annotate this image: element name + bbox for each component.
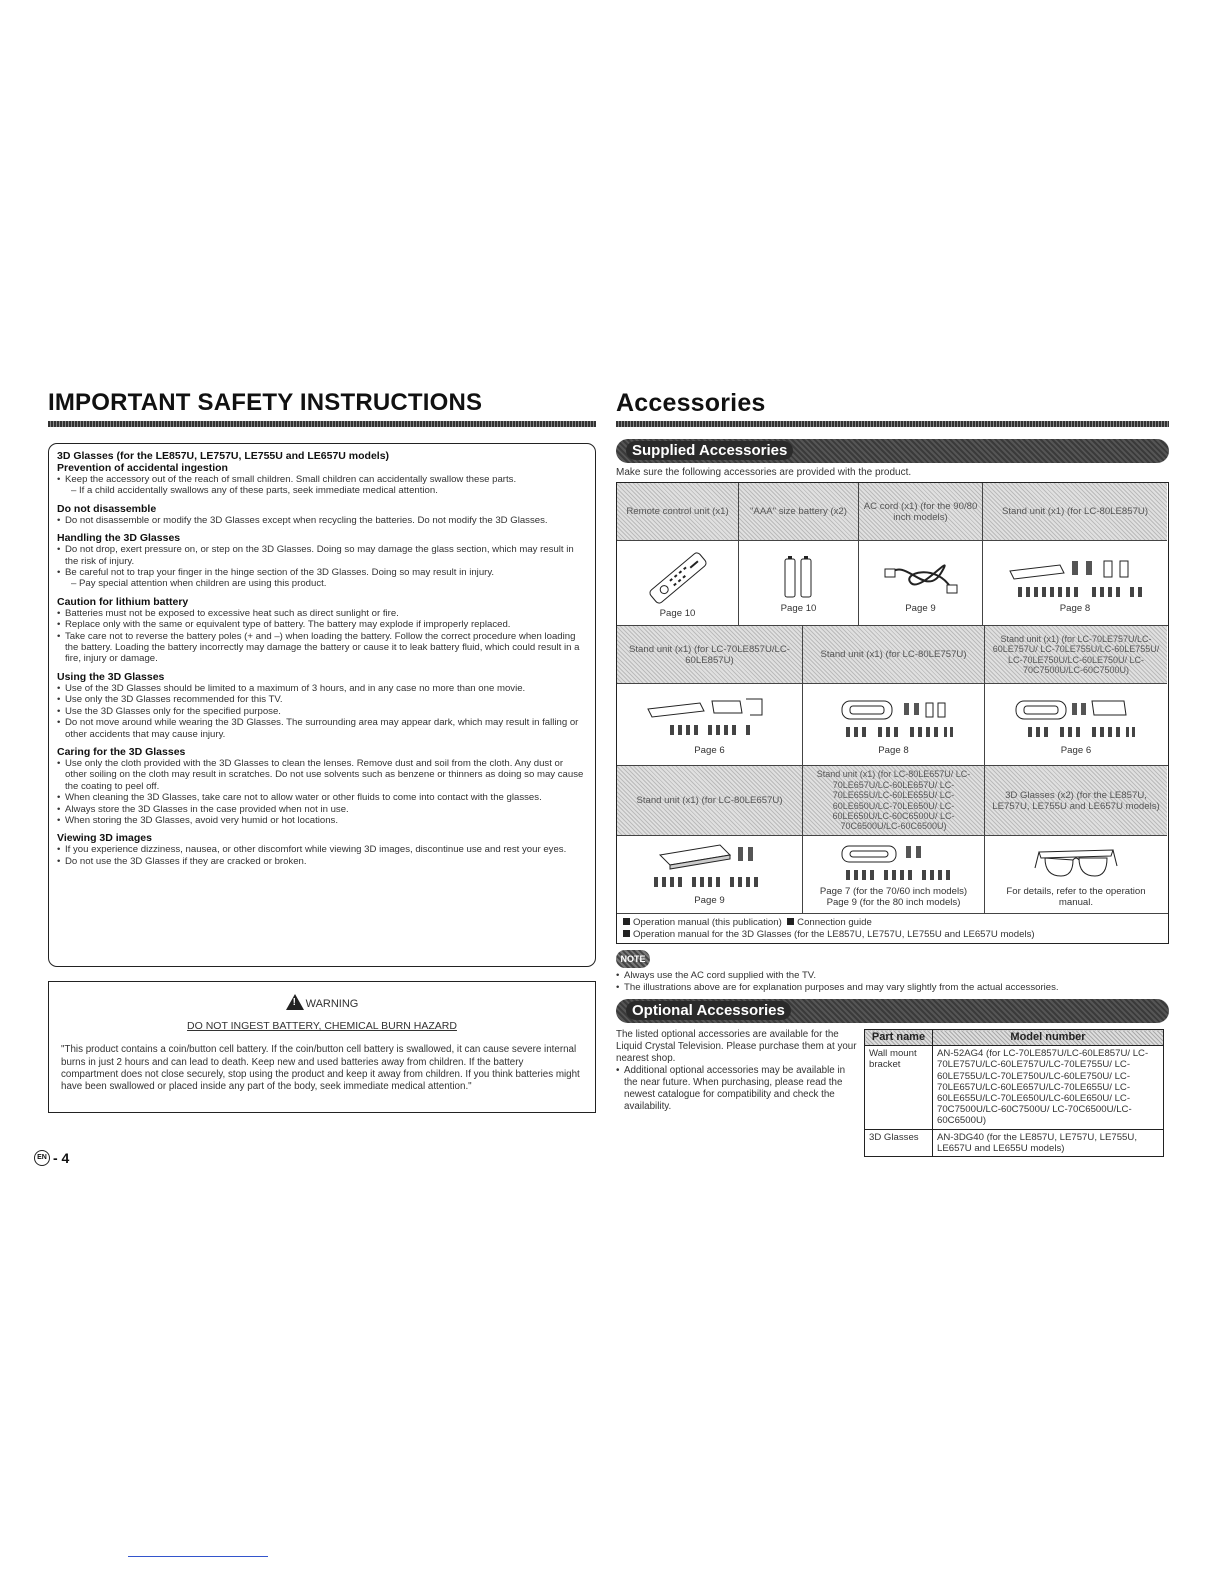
stand-icon [640, 693, 780, 745]
table-header-row [865, 1030, 1164, 1046]
table-row [617, 483, 1168, 625]
warning-triangle-icon [286, 994, 304, 1010]
section-title: Caring for the 3D Glasses [57, 745, 186, 758]
accessory-label: Stand unit (x1) (for LC-80LE857U) [983, 483, 1167, 541]
accessory-cell [859, 483, 983, 625]
optional-text [616, 1029, 864, 1157]
accessory-label: Stand unit (x1) (for LC-80LE657U) [617, 766, 802, 836]
safety-section [57, 503, 585, 526]
accessory-cell [985, 626, 1167, 765]
accessory-page: Page 6 [694, 745, 725, 756]
stand-icon [824, 693, 964, 745]
footer-item: Connection guide [797, 917, 872, 928]
optional-section [616, 1029, 1169, 1157]
table-row [865, 1046, 1164, 1129]
table-cell: Wall mount bracket [865, 1046, 933, 1129]
accessory-image [985, 684, 1167, 765]
list-item: • When storing the 3D Glasses, avoid very humid or hot locations. [57, 815, 585, 826]
accessory-page: Page 10 [659, 607, 696, 619]
list-item: • Use only the 3D Glasses recommended for this TV. [57, 694, 585, 705]
accessory-label: Remote control unit (x1) [617, 483, 738, 541]
note-item: • The illustrations above are for explanation purposes and may vary slightly from the actual accessories. [616, 982, 1169, 994]
section-title: Caution for lithium battery [57, 595, 189, 608]
accessory-image [617, 684, 802, 765]
list-item: • Take care not to reverse the battery poles (+ and –) when loading the battery. Follow the correct procedure when loading the battery. Loading the battery incorrectly may damage the battery or cause it to leak battery fluid, which could result in a fire, injury or damage. [57, 631, 585, 665]
safety-section [57, 746, 585, 826]
stand-icon [824, 842, 964, 886]
table-row [617, 625, 1168, 765]
note-item: • Always use the AC cord supplied with the TV. [616, 970, 1169, 982]
accessory-cell [739, 483, 859, 625]
safety-section [57, 596, 585, 665]
safety-box [48, 443, 596, 967]
section-title: 3D Glasses (for the LE857U, LE757U, LE755U and LE657U models) [57, 450, 390, 462]
accessory-image [803, 836, 984, 913]
list-item: • Keep the accessory out of the reach of small children. Small children can accidentally swallow these parts. [57, 474, 585, 485]
column-header: Part name [865, 1030, 933, 1046]
list-item: • Do not disassemble or modify the 3D Glasses except when recycling the batteries. Do not modify the 3D Glasses. [57, 515, 585, 526]
square-bullet-icon [623, 930, 630, 937]
list-item: • Always store the 3D Glasses in the case provided when not in use. [57, 804, 585, 815]
accessory-cell [985, 766, 1167, 913]
warning-subhead: DO NOT INGEST BATTERY, CHEMICAL BURN HAZARD [187, 1020, 457, 1033]
table-cell: AN-52AG4 (for LC-70LE857U/LC-60LE857U/ LC-70LE757U/LC-60LE757U/LC-70LE755U/ LC-60LE755U/LC-70LE750U/LC-60LE750U/ LC-70LE657U/LC-60LE657U/LC-70LE655U/ LC-60LE655U/LC-70LE650U/LC-60LE650U/ LC-70C7500U/LC-60C7500U/ LC-70C6500U/LC-60C6500U) [933, 1046, 1164, 1129]
safety-section [57, 532, 585, 590]
square-bullet-icon [623, 918, 630, 925]
accessory-label: Stand unit (x1) (for LC-70LE757U/LC-60LE757U/ LC-70LE755U/LC-60LE755U/ LC-70LE750U/LC-60LE750U/ LC-70C7500U/LC-60C7500U) [985, 626, 1167, 684]
accessory-page: For details, refer to the operation manual. [1006, 885, 1146, 908]
footer-item: Operation manual for the 3D Glasses (for the LE857U, LE757U, LE755U and LE657U models) [633, 928, 1035, 940]
footer-line [623, 929, 1162, 941]
accessory-cell [617, 626, 803, 765]
optional-intro: The listed optional accessories are available for the Liquid Crystal Television. Please purchase them at your nearest shop. [616, 1029, 857, 1064]
note-list [616, 970, 1169, 993]
supplied-banner [616, 439, 1169, 463]
page-number [34, 1150, 69, 1166]
footer-line [623, 917, 1162, 929]
accessory-image [617, 541, 738, 625]
warning-body: "This product contains a coin/button cell battery. If the coin/button cell battery is swallowed, it can cause severe internal burns in just 2 hours and can lead to death. Keep new and used batteries away from children. If the battery compartment does not close securely, stop using the product and keep it away from children. If you think batteries might have been swallowed or placed inside any part of the body, seek immediate medical attention." [61, 1044, 580, 1093]
warning-heading [61, 994, 583, 1010]
accessory-page: Page 9 [694, 895, 725, 906]
warning-box [48, 981, 596, 1113]
accessory-page: Page 6 [1060, 745, 1092, 756]
square-bullet-icon [787, 918, 794, 925]
accessories-footer [617, 913, 1168, 943]
accessory-cell [617, 766, 803, 913]
cord-icon [881, 553, 961, 603]
section-title: Using the 3D Glasses [57, 670, 165, 683]
accessory-label: AC cord (x1) (for the 90/80 inch models) [859, 483, 982, 541]
accessory-label: Stand unit (x1) (for LC-80LE757U) [803, 626, 984, 684]
section-subtitle: Prevention of accidental ingestion [57, 462, 228, 474]
optional-table [864, 1029, 1164, 1157]
accessory-image [985, 836, 1167, 913]
list-item: – Pay special attention when children are using this product. [71, 578, 327, 590]
accessory-page-secondary: Page 9 (for the 80 inch models) [826, 896, 961, 908]
safety-column [48, 388, 596, 1113]
supplied-intro: Make sure the following accessories are provided with the product. [616, 467, 912, 478]
accessory-cell [983, 483, 1167, 625]
glasses-icon [1031, 842, 1121, 886]
safety-section [57, 671, 585, 740]
accessories-column [616, 388, 1169, 1157]
accessory-cell [803, 766, 985, 913]
list-item: • Replace only with the same or equivalent type of battery. The battery may explode if improperly replaced. [57, 619, 585, 630]
table-cell: AN-3DG40 (for the LE857U, LE757U, LE755U, LE657U and LE655U models) [933, 1129, 1164, 1156]
accessory-image [739, 541, 858, 625]
stand-icon [640, 843, 780, 895]
table-cell: 3D Glasses [865, 1129, 933, 1156]
optional-bullet: • Additional optional accessories may be available in the near future. When purchasing, please read the newest catalogue for compatibility and check the availability. [616, 1065, 858, 1113]
battery-icon [779, 553, 819, 603]
section-title: Viewing 3D images [57, 832, 152, 845]
accessory-label: Stand unit (x1) (for LC-70LE857U/LC-60LE857U) [617, 626, 802, 684]
list-item: • Batteries must not be exposed to excessive heat such as direct sunlight or fire. [57, 608, 585, 619]
accessory-cell [617, 483, 739, 625]
column-header: Model number [933, 1030, 1164, 1046]
table-row [617, 765, 1168, 913]
accessory-page: Page 8 [878, 745, 909, 756]
note-badge: NOTE [616, 950, 650, 968]
section-title: Do not disassemble [57, 502, 157, 515]
accessories-table [616, 482, 1169, 944]
accessory-page: Page 10 [780, 602, 817, 614]
accessory-image [803, 684, 984, 765]
warning-label: WARNING [305, 998, 359, 1010]
safety-section [57, 450, 585, 497]
safety-section [57, 832, 585, 867]
page-title: IMPORTANT SAFETY INSTRUCTIONS [48, 389, 483, 416]
list-item: • Do not move around while wearing the 3D Glasses. The surrounding area may appear dark, which may result in falling or other accidents that may cause injury. [57, 717, 585, 740]
accessory-image [617, 836, 802, 913]
list-item: • If you experience dizziness, nausea, or other discomfort while viewing 3D images, discontinue use and rest your eyes. [57, 844, 585, 855]
list-item: • Use of the 3D Glasses should be limited to a maximum of 3 hours, and in any case no more than one movie. [57, 683, 585, 694]
bottom-link-line [128, 1556, 268, 1557]
list-item: • Use the 3D Glasses only for the specified purpose. [57, 706, 585, 717]
page-number-text: - 4 [53, 1150, 70, 1166]
list-item: • When cleaning the 3D Glasses, take care not to allow water or other fluids to come into contact with the glasses. [57, 792, 585, 803]
list-item: • Do not drop, exert pressure on, or step on the 3D Glasses. Doing so may damage the glass section, which may result in the risk of injury. [57, 544, 585, 567]
title-rule [616, 421, 1169, 427]
accessory-cell [803, 626, 985, 765]
banner-label: Optional Accessories [626, 1001, 791, 1020]
accessories-title: Accessories [616, 389, 766, 417]
list-item: • Use only the cloth provided with the 3D Glasses to clean the lenses. Remove dust and soil from the cloth. Any dust or other soiling on the cloth may result in scratches. Do not use solvents such as benzene or thinners as doing so may cause the coating to peel off. [57, 758, 585, 792]
accessory-page: Page 8 [1059, 602, 1091, 614]
list-item: • Do not use the 3D Glasses if they are cracked or broken. [57, 856, 585, 867]
stand-icon [1000, 553, 1150, 603]
list-item: • Be careful not to trap your finger in the hinge section of the 3D Glasses. Doing so may result in injury. [57, 567, 585, 578]
accessory-image [859, 541, 982, 625]
title-rule [48, 421, 596, 427]
accessory-page: Page 7 (for the 70/60 inch models) [819, 885, 968, 897]
accessory-label: Stand unit (x1) (for LC-80LE657U/ LC-70LE657U/LC-60LE657U/ LC-70LE655U/LC-60LE655U/ LC-60LE650U/LC-70LE650U/ LC-60LE650U/LC-60C6500U/ LC-70C6500U/LC-60C6500U) [803, 766, 984, 836]
accessory-image [983, 541, 1167, 625]
list-item: – If a child accidentally swallows any of these parts, seek immediate medical attention. [71, 485, 438, 497]
accessory-page: Page 9 [905, 602, 936, 614]
accessory-label: "AAA" size battery (x2) [739, 483, 858, 541]
accessory-label: 3D Glasses (x2) (for the LE857U, LE757U, LE755U and LE657U models) [985, 766, 1167, 836]
section-title: Handling the 3D Glasses [57, 532, 181, 545]
banner-label: Supplied Accessories [626, 441, 793, 460]
stand-icon [1006, 693, 1146, 745]
remote-icon [638, 548, 718, 608]
table-row [865, 1129, 1164, 1156]
optional-banner [616, 999, 1169, 1023]
language-badge: EN [34, 1150, 50, 1166]
footer-item: Operation manual (this publication) [633, 917, 782, 928]
